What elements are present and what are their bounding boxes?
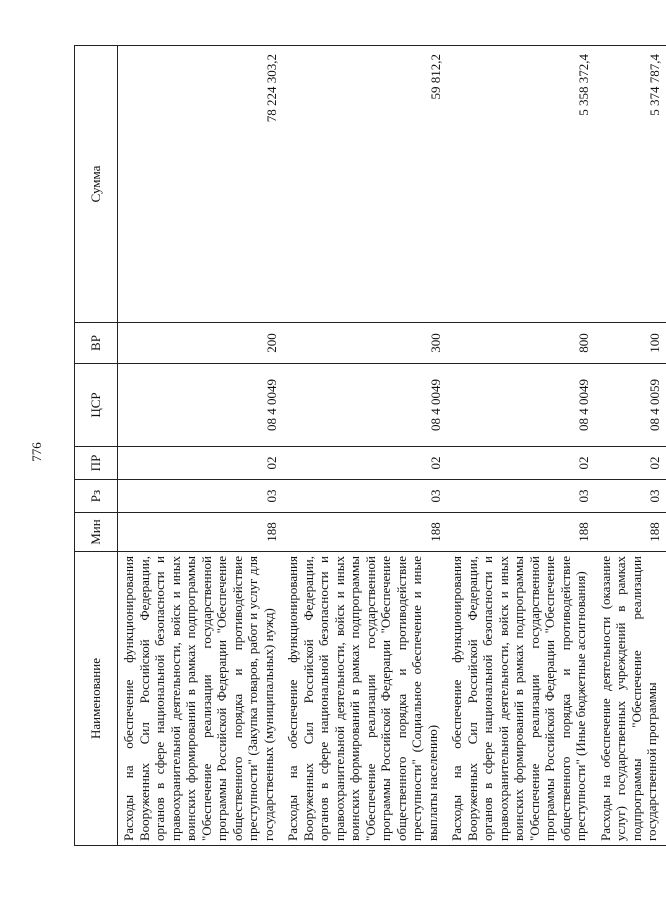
header-rz: Рз — [75, 480, 118, 513]
row-csr: 08 4 0049 — [118, 364, 283, 447]
row-sum: 5 374 787,4 — [595, 46, 666, 323]
table-header-row — [75, 46, 118, 846]
row-pr: 02 — [118, 447, 283, 480]
row-name: Расходы на обеспечение функционирования Вооруженных Сил Российской Федерации, органов в сфере национальной безопасности и правоохранительной деятельности, войск и иных воинских формирований в рамках подпрограммы "Обеспечение реализации государственной программы Российской Федерации "Обеспечение общественного порядка и противодействие преступности" (Закупка товаров, работ и услуг для государственных (муниципальных) нужд) — [118, 552, 283, 846]
row-vr: 300 — [282, 323, 446, 364]
row-min: 188 — [446, 513, 595, 552]
row-pr: 02 — [595, 447, 666, 480]
row-vr: 800 — [446, 323, 595, 364]
row-rz: 03 — [282, 480, 446, 513]
row-sum: 5 358 372,4 — [446, 46, 595, 323]
table-row — [118, 46, 283, 846]
table-row — [282, 46, 446, 846]
header-min: Мин — [75, 513, 118, 552]
row-rz: 03 — [446, 480, 595, 513]
table-row — [446, 46, 595, 846]
row-rz: 03 — [118, 480, 283, 513]
row-min: 188 — [595, 513, 666, 552]
row-name: Расходы на обеспечение деятельности (оказание услуг) государственных учреждений в рамках подпрограммы "Обеспечение реализации государственной программы — [595, 552, 666, 846]
row-csr: 08 4 0049 — [282, 364, 446, 447]
rotated-page-content — [74, 46, 662, 846]
row-csr: 08 4 0049 — [446, 364, 595, 447]
table-row — [595, 46, 666, 846]
header-pr: ПР — [75, 447, 118, 480]
row-csr: 08 4 0059 — [595, 364, 666, 447]
budget-table — [74, 45, 666, 846]
row-name: Расходы на обеспечение функционирования Вооруженных Сил Российской Федерации, органов в сфере национальной безопасности и правоохранительной деятельности, войск и иных воинских формирований в рамках подпрограммы "Обеспечение реализации государственной программы Российской Федерации "Обеспечение общественного порядка и противодействие преступности" (Социальное обеспечение и иные выплаты населению) — [282, 552, 446, 846]
header-csr: ЦСР — [75, 364, 118, 447]
row-vr: 100 — [595, 323, 666, 364]
row-pr: 02 — [446, 447, 595, 480]
row-min: 188 — [282, 513, 446, 552]
row-min: 188 — [118, 513, 283, 552]
row-name: Расходы на обеспечение функционирования Вооруженных Сил Российской Федерации, органов в сфере национальной безопасности и правоохранительной деятельности, войск и иных воинских формирований в рамках подпрограммы "Обеспечение реализации государственной программы Российской Федерации "Обеспечение общественного порядка и противодействие преступности" (Иные бюджетные ассигнования) — [446, 552, 595, 846]
header-vr: ВР — [75, 323, 118, 364]
page-number: 776 — [29, 442, 44, 462]
header-name: Наименование — [75, 552, 118, 846]
row-rz: 03 — [595, 480, 666, 513]
header-sum: Сумма — [75, 46, 118, 323]
row-sum: 59 812,2 — [282, 46, 446, 323]
row-sum: 78 224 303,2 — [118, 46, 283, 323]
row-pr: 02 — [282, 447, 446, 480]
row-vr: 200 — [118, 323, 283, 364]
